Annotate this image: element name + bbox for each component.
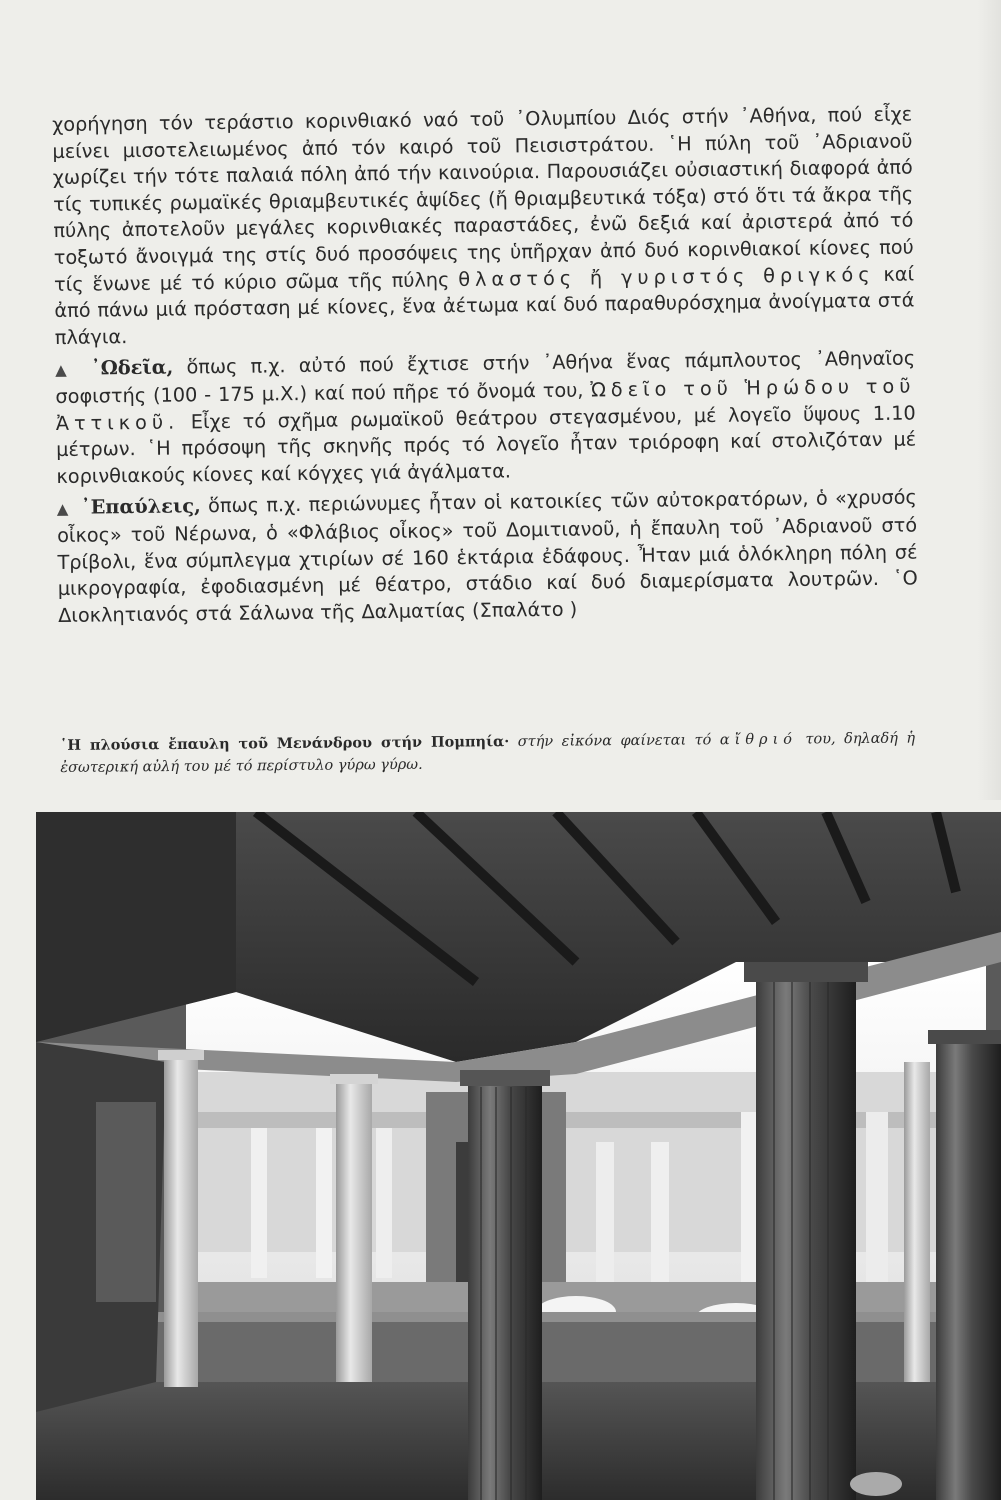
paragraph-text: Εἶχε τό σχῆμα ρωμαϊκοῦ θεάτρου στεγασμένου, μέ λογεῖο ὕψους 1.10 μέτρων. ῾Η πρόσοψη τῆς σκηνῆς πρός τό λογεῖο ἦταν τριόροφη καί στολιζόταν μέ κορινθιακούς κίονες καί κόγχες γιά ἀγάλματα. <box>55 401 917 488</box>
paragraph-villas <box>57 485 919 629</box>
column-left <box>158 1050 204 1387</box>
column-small-right <box>904 1062 930 1382</box>
column-far-right <box>928 1030 1001 1500</box>
paragraph-text: καί ἀπό πάνω μιά πρόσταση μέ κίονες, ἕνα ἀέτωμα καί δυό παραθυρόσχημα ἀνοίγματα στά πλάγια. <box>54 262 915 349</box>
caption-text: στήν εἰκόνα φαίνεται τό <box>517 732 712 751</box>
term-spaced: Ὠδεῖο τοῦ Ἡρώδου τοῦ Ἀττικοῦ. <box>55 374 916 435</box>
paragraph-text: ὅπως π.χ. αὐτό πού ἔχτισε στήν ᾿Αθήνα ἕνας πάμπλουτος ᾿Αθηναῖος σοφιστής (100 - 175 μ.Χ.) καί πού πῆρε τό ὄνομά του, <box>55 346 916 408</box>
column-front-center <box>460 1070 550 1500</box>
column-center-left <box>330 1074 378 1382</box>
term-spaced: θλαστός ἤ γυριστός θριγκός <box>458 262 875 291</box>
triangle-bullet-icon: ▲ <box>56 500 70 519</box>
entry-heading-villas: ᾿Επαύλεις, <box>80 494 201 519</box>
caption-title: ῾Η πλούσια ἔπαυλη τοῦ Μενάνδρου στήν Πομπηία· <box>60 733 510 754</box>
column-front-right <box>744 962 868 1500</box>
paragraph-hadrian-gate <box>52 101 915 351</box>
paragraph-text: ὅπως π.χ. περιώνυμες ἦταν οἱ κατοικίες τῶν αὐτοκρατόρων, ὁ «χρυσός οἶκος» τοῦ Νέρωνα, ὁ «Φλάβιος οἶκος» τοῦ Δομιτιανοῦ, ἡ ἔπαυλη τοῦ ᾿Αδριανοῦ στό Τρίβολι, ἕνα σύμπλεγμα χτιρίων σέ 160 ἑκτάρια ἐδάφους. Ἦταν μιά ὁλόκληρη πόλη σέ μικρογραφία, ἐφοδιασμένη μέ θέατρο, στάδιο καί δυό διαμερίσματα λουτρῶν. ῾Ο Διοκλητιανός στά Σάλωνα τῆς Δαλματίας (Σπαλάτο ) <box>57 485 918 627</box>
paragraph-text: χορήγηση τόν τεράστιο κορινθιακό ναό τοῦ ᾿Ολυμπίου Διός στήν ᾿Αθήνα, πού εἶχε μείνει μισοτελειωμένος ἀπό τόν καιρό τοῦ Πεισιστράτου. ῾Η πύλη τοῦ ᾿Αδριανοῦ χωρίζει τήν τότε παλαιά πόλη ἀπό τήν καινούρια. Παρουσιάζει οὐσιαστική διαφορά ἀπό τίς τυπικές ρωμαϊκές θριαμβευτικές ἁψίδες (ἤ θριαμβευτικά τόξα) στό ὅτι τά ἄκρα τῆς πύλης ἀποτελοῦν μεγάλες κορινθιακές παραστάδες, ἐνῶ δεξιά καί ἀριστερά ἀπό τό τοξωτό ἄνοιγμά της στίς δυό προσόψεις της ὑπῆρχαν ἀπό δυό κορινθιακοί κίονες πού τίς ἕνωνε μέ τό κύριο σῶμα τῆς πύλης <box>52 102 914 296</box>
paragraph-odeia <box>55 346 917 490</box>
page-edge-shadow <box>977 0 1001 800</box>
figure-caption <box>60 728 915 779</box>
peristyle-photo <box>36 812 1001 1500</box>
entry-heading-odeia: ᾿Ωδεῖα, <box>90 355 174 380</box>
caption-term: αἴθριό <box>719 731 798 749</box>
article-body <box>52 101 918 629</box>
left-wall-fresco <box>96 1102 156 1302</box>
triangle-bullet-icon: ▲ <box>55 361 74 380</box>
basin <box>850 1472 902 1496</box>
caption-text: του, δηλαδή ἡ ἐσωτερική αὐλή του μέ τό περίστυλο γύρω γύρω. <box>60 730 916 776</box>
